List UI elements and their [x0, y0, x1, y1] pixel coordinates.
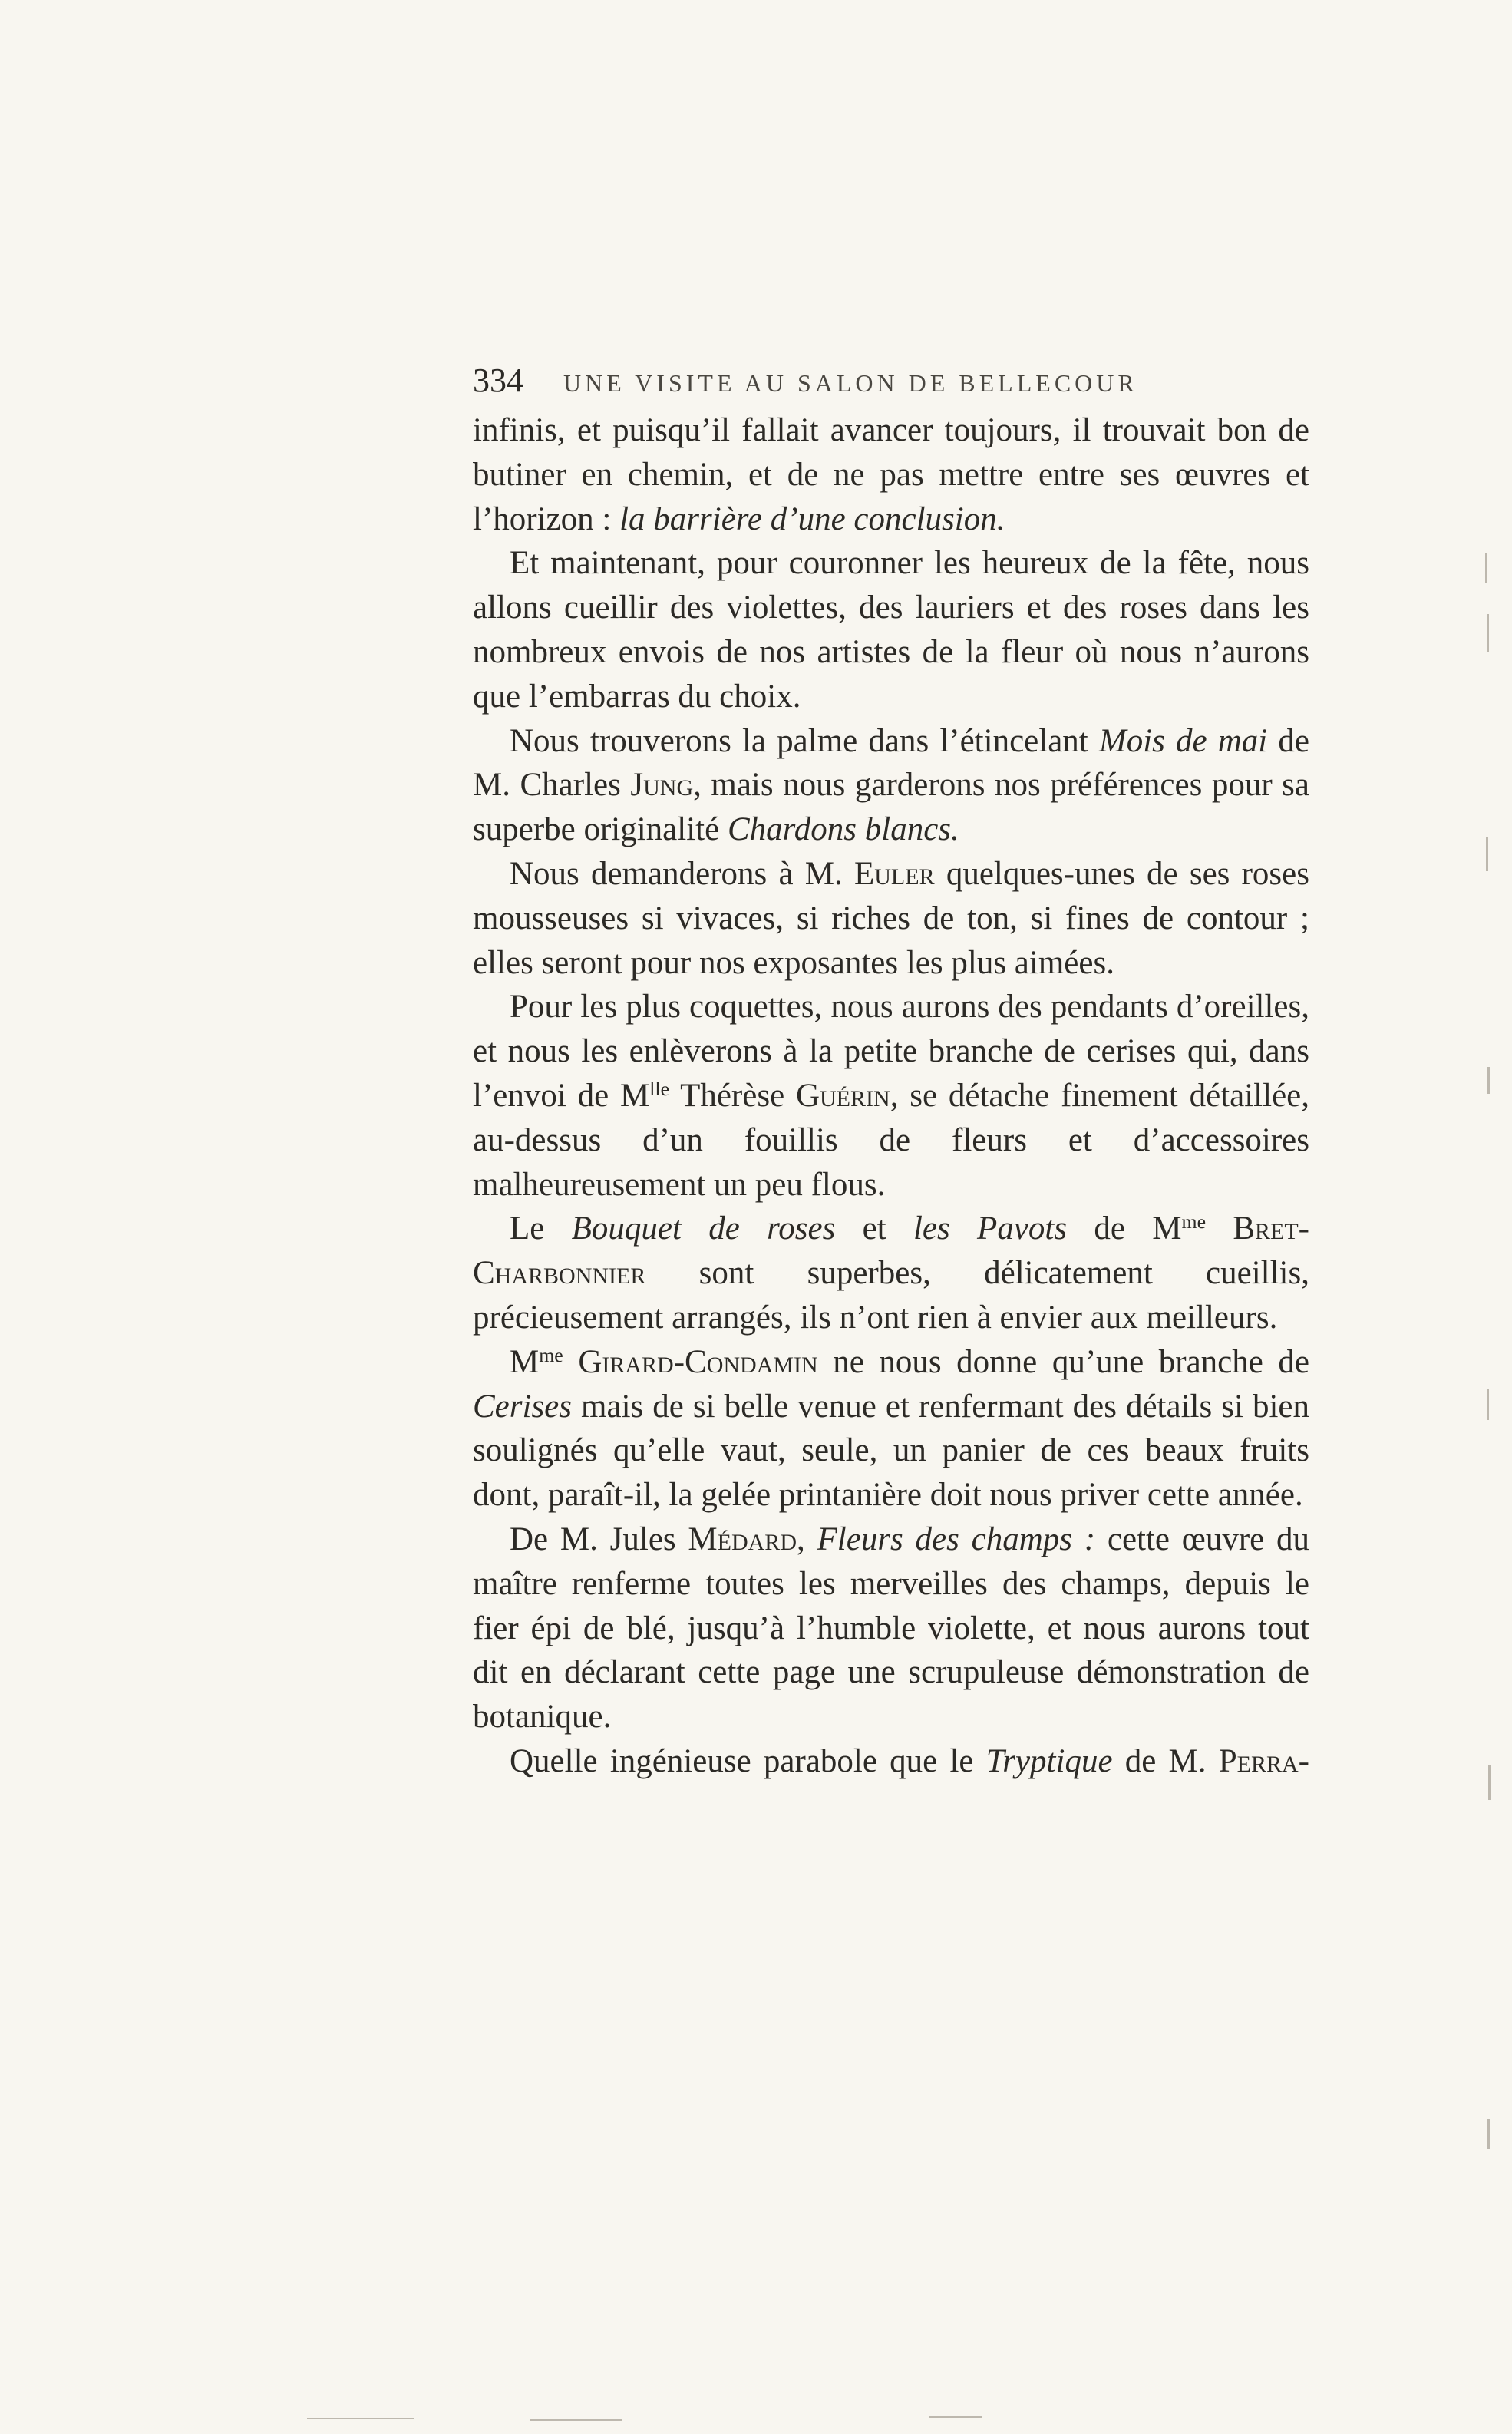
paragraph-6: Le Bouquet de roses et les Pavots de $M^{me}$ Bret-Charbonnier sont superbes, délicatement cueillis, précieusement arrangés, ils n’ont rien à envier aux meilleurs. — [473, 1210, 1310, 1336]
title-abbreviation: lle — [649, 1077, 670, 1100]
artwork-title: les Pavots — [913, 1210, 1068, 1247]
scan-mark — [530, 2419, 622, 2421]
scan-mark — [307, 2418, 414, 2419]
scan-mark — [1487, 1067, 1490, 1094]
page-number: 334 — [473, 362, 523, 399]
paragraph-8: De M. Jules Médard, Fleurs des champs : cette œuvre du maître renferme toutes les merveilles des champs, depuis le fier épi de blé, jusqu’à l’humble violette, et nous aurons tout dit en déclarant cette page une scrupuleuse démonstration de botanique. — [473, 1521, 1309, 1736]
title-abbreviation: me — [1181, 1210, 1207, 1234]
book-page — [473, 361, 1309, 1784]
paragraph-7: $M^{me}$ Girard-Condamin ne nous donne qu’une branche de Cerises mais de si belle venue et renfermant des détails si bien soulignés qu’elle vaut, seule, un panier de ces beaux fruits dont, paraît-il, la gelée printanière doit nous priver cette année. — [473, 1343, 1309, 1514]
paragraph-2: Et maintenant, pour couronner les heureux de la fête, nous allons cueillir des violettes, des lauriers et des roses dans les nombreux envois de nos artistes de la fleur où nous n’aurons que l’embarras du choix. — [473, 545, 1309, 715]
scan-mark — [1487, 614, 1489, 652]
artist-name: Jung — [630, 767, 694, 804]
running-head — [473, 361, 1309, 408]
scan-mark — [1488, 1765, 1491, 1800]
scan-mark — [1485, 553, 1487, 583]
artist-name: Euler — [854, 855, 935, 892]
paragraph-3: Nous trouverons la palme dans l’étincelant Mois de mai de M. Charles Jung, mais nous garderons nos préférences pour sa superbe originalité Chardons blancs. — [473, 722, 1310, 848]
artist-name: Girard-Condamin — [578, 1343, 818, 1380]
scan-mark — [1486, 837, 1488, 871]
artwork-title: Mois de mai — [1098, 722, 1268, 759]
artwork-title: Bouquet de roses — [571, 1210, 836, 1247]
artwork-title: Tryptique — [985, 1742, 1113, 1779]
italic-phrase: la barrière d’une conclusion. — [619, 500, 1005, 537]
paragraph-5: Pour les plus coquettes, nous aurons des pendants d’oreilles, et nous les enlèverons à la petite branche de cerises qui, dans l’envoi de $M^{lle}$ Thérèse Guérin, se détache finement détaillée, au-dessus d’un fouillis de fleurs et d’accessoires malheureusement un peu flous. — [473, 989, 1309, 1203]
scan-mark — [1487, 2119, 1490, 2149]
scan-mark — [1487, 1389, 1489, 1420]
artist-name: Perra- — [1218, 1742, 1309, 1779]
artist-name: Bret-Charbonnier — [473, 1210, 1310, 1292]
artwork-title: Fleurs des champs : — [817, 1521, 1096, 1557]
artist-name: Médard — [688, 1521, 797, 1557]
artist-name: Guérin — [795, 1077, 890, 1114]
title-abbreviation: me — [539, 1343, 563, 1366]
body-text — [473, 408, 1309, 1784]
artwork-title: Chardons blancs. — [727, 811, 959, 848]
paragraph-9: Quelle ingénieuse parabole que le Tryptique de M. Perra- — [510, 1742, 1309, 1779]
scan-mark — [929, 2416, 982, 2418]
running-title: UNE VISITE AU SALON DE BELLECOUR — [563, 369, 1138, 397]
paragraph-4: Nous demanderons à M. Euler quelques-unes de ses roses mousseuses si vivaces, si riches de ton, si fines de contour ; elles seront pour nos exposantes les plus aimées. — [473, 855, 1309, 981]
artwork-title: Cerises — [473, 1388, 572, 1425]
paragraph-1: infinis, et puisqu’il fallait avancer toujours, il trouvait bon de butiner en chemin, et de ne pas mettre entre ses œuvres et l’horizon : la barrière d’une conclusion. — [473, 412, 1309, 537]
